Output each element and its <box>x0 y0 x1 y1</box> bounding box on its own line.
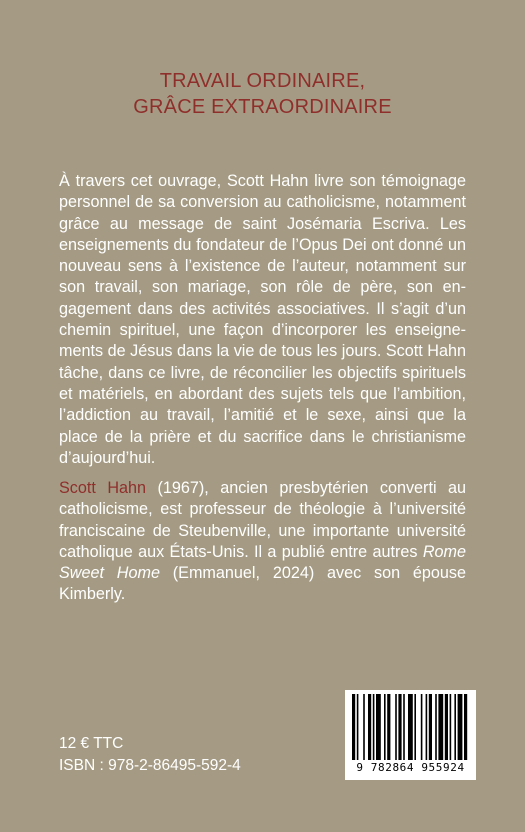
author-bio-text: (1967), ancien presbytérien converti au catholicisme, est professeur de théologie à l’université franciscaine de Steubenville, une importante université catholique aux États-Unis. Il a publié entre autres <box>59 479 466 561</box>
barcode-bar <box>352 694 355 760</box>
author-bio-text-end: (Emmanuel, 2024) avec son épouse Kimberly. <box>59 564 466 604</box>
barcode-bar <box>373 694 375 760</box>
book-title <box>0 68 525 120</box>
author-name: Scott Hahn <box>59 479 147 497</box>
price-label: 12 € TTC <box>59 735 124 752</box>
barcode-bars <box>350 694 471 762</box>
barcode-bar <box>376 694 381 760</box>
barcode-bar <box>450 694 452 760</box>
barcode-bar <box>368 694 371 760</box>
barcode-bar <box>454 694 456 760</box>
isbn-label: ISBN : 978-2-86495-592-4 <box>59 757 241 774</box>
barcode-bar <box>395 694 397 760</box>
barcode-digits: 9 782864 955924 <box>356 761 465 774</box>
book-description: À travers cet ouvrage, Scott Hahn livre son témoignage personnel de sa conversion au catholicisme, notamment grâce au message de saint Josémaria Escriva. Les enseignements du fondateur de l’Opus Dei ont donné un nouveau sens à l’existence de l’auteur, notamment sur son travail, son mariage, son rôle de père, son engagement dans des activités associatives. Il s’agit d’un chemin spirituel, une façon d’incorporer les enseignements de Jésus dans la vie de tous les jours. Scott Hahn tâche, dans ce livre, de réconcilier les objectifs spirituels et matériels, en abordant des sujets tels que l’ambition, l’addiction au travail, l’amitié et le sexe, ainsi que la place de la prière et du sacrifice dans le christianisme d’aujourd’hui. <box>59 172 466 467</box>
barcode-bar <box>363 694 365 760</box>
barcode-bar <box>464 694 467 760</box>
barcode-bar <box>438 694 443 760</box>
author-book-title: Rome Sweet Home <box>59 542 466 583</box>
barcode-bar <box>387 694 390 760</box>
barcode-bar <box>429 694 432 760</box>
title-line-2: GRÂCE EXTRAORDINAIRE <box>133 96 392 118</box>
barcode-bar <box>426 694 428 760</box>
barcode <box>345 690 476 780</box>
barcode-bar <box>384 694 386 760</box>
barcode-bar <box>398 694 401 760</box>
barcode-bar <box>421 694 423 760</box>
price-isbn-block <box>59 733 241 777</box>
barcode-bar <box>357 694 359 760</box>
author-bio <box>59 478 466 606</box>
barcode-bar <box>414 694 416 760</box>
barcode-bar <box>435 694 437 760</box>
barcode-bar <box>458 694 463 760</box>
title-line-1: TRAVAIL ORDINAIRE, <box>159 70 366 92</box>
barcode-bar <box>408 694 413 760</box>
barcode-bar <box>445 694 448 760</box>
barcode-bar <box>403 694 405 760</box>
